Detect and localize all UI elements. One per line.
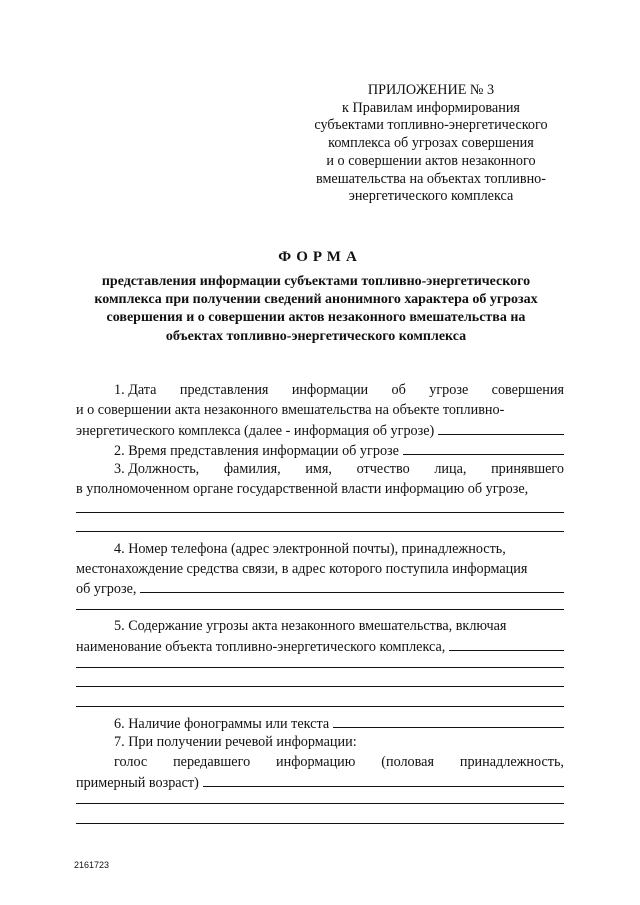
subtitle-line: объектах топливно-энергетического комплекса [165, 328, 467, 344]
item-4-line-1: 4. Номер телефона (адрес электронной почты), принадлежность, [114, 541, 506, 557]
appendix-title: ПРИЛОЖЕНИЕ № 3 [367, 82, 495, 98]
document-code: 2161723 [74, 860, 110, 870]
subtitle-line: представления информации субъектами топливно-энергетического [101, 274, 531, 289]
item-6: 6. Наличие фонограммы или текста [114, 714, 564, 732]
appendix-line: комплекса об угрозах совершения [328, 135, 534, 152]
item-4-line-3: об угрозе, [76, 579, 564, 597]
subtitle-line: комплекса при получении сведений анонимного характера об угрозах [94, 292, 538, 308]
item-4-line-2: местонахождение средства связи, в адрес которого поступила информация [76, 561, 528, 577]
appendix-line: субъектами топливно-энергетического [314, 117, 548, 134]
item-7-line-2: голос передавшего информацию (половая принадлежность, [114, 754, 564, 770]
form-title: ФОРМА [278, 249, 362, 265]
answer-line[interactable] [76, 609, 564, 610]
item-3-line-1: 3. Должность, фамилия, имя, отчество лица, принявшего [114, 461, 564, 477]
item-5-line-2: наименование объекта топливно-энергетического комплекса, [76, 637, 564, 655]
subtitle-line: совершения и о совершении актов незаконного вмешательства на [106, 310, 526, 326]
appendix-header [300, 82, 562, 206]
item-5-line-1: 5. Содержание угрозы акта незаконного вмешательства, включая [114, 618, 507, 634]
item-1-line-2: и о совершении акта незаконного вмешательства на объекте топливно- [76, 402, 505, 418]
form-subtitle [66, 273, 566, 346]
appendix-line: вмешательства на объектах топливно- [315, 170, 546, 187]
threat-answer-field[interactable] [449, 637, 564, 651]
answer-line[interactable] [76, 531, 564, 532]
item-1-line-1: 1. Дата представления информации об угрозе совершения [114, 382, 564, 398]
item-3-line-2: в уполномоченном органе государственной власти информацию об угрозе, [76, 481, 529, 497]
answer-line[interactable] [76, 686, 564, 687]
voice-answer-field[interactable] [203, 773, 564, 787]
item-7-line-3: примерный возраст) [76, 773, 564, 791]
date-answer-field[interactable] [438, 421, 564, 435]
phone-answer-field[interactable] [140, 579, 564, 593]
item-7-line-1: 7. При получении речевой информации: [114, 734, 357, 750]
answer-line[interactable] [76, 706, 564, 707]
time-answer-field[interactable] [403, 441, 564, 455]
answer-line[interactable] [76, 667, 564, 668]
item-1-line-3: энергетического комплекса (далее - информация об угрозе) [76, 421, 564, 439]
answer-line[interactable] [76, 803, 564, 804]
appendix-line: и о совершении актов незаконного [326, 152, 536, 169]
appendix-line: к Правилам информирования [342, 99, 520, 116]
answer-line[interactable] [76, 512, 564, 513]
appendix-line: энергетического комплекса [348, 188, 514, 205]
recording-answer-field[interactable] [333, 714, 564, 728]
answer-line[interactable] [76, 823, 564, 824]
item-2: 2. Время представления информации об угрозе [114, 441, 564, 459]
